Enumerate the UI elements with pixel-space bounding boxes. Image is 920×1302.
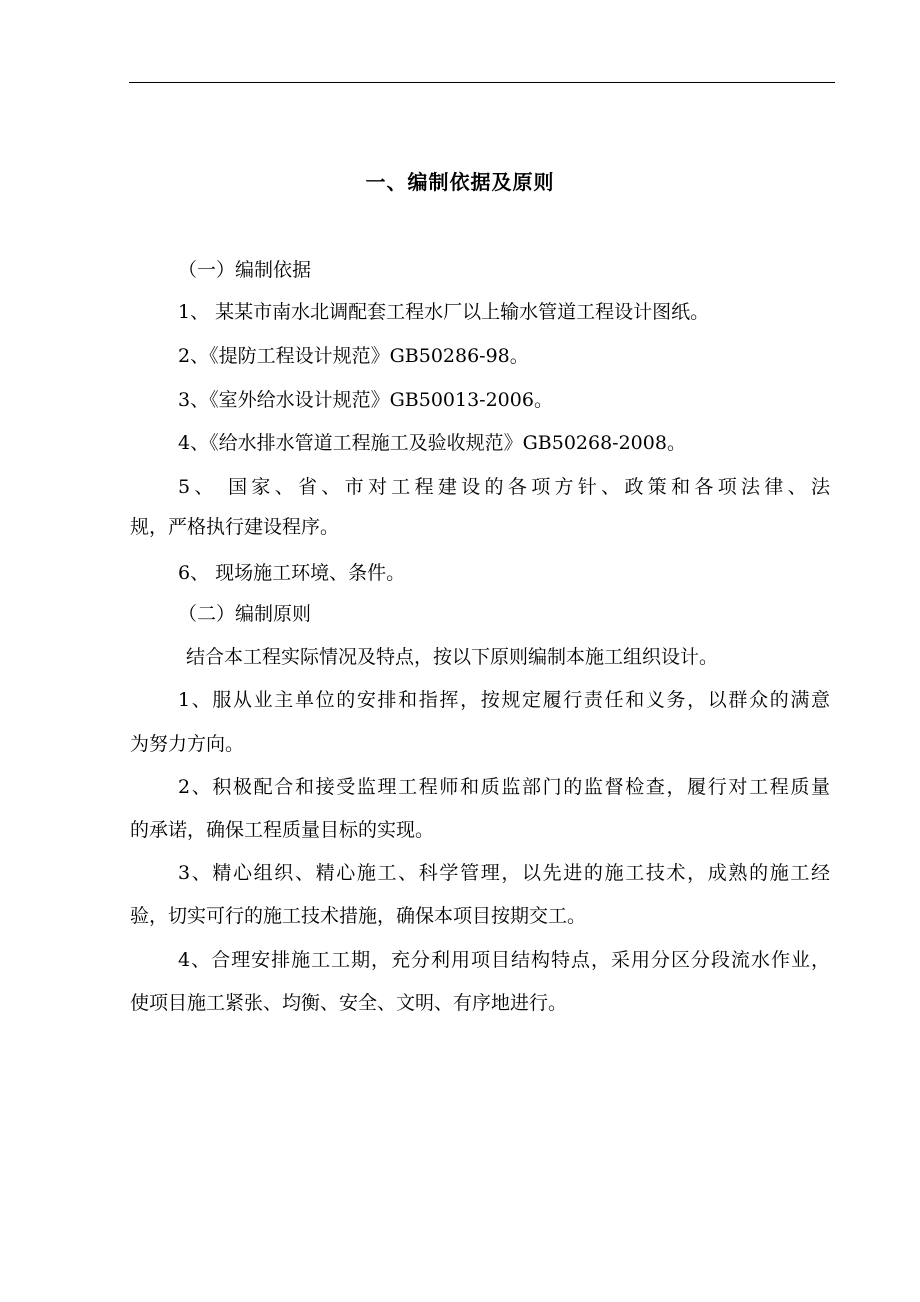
basis-item-5-line2: 规，严格执行建设程序。 [130, 516, 340, 538]
principle-3-line1: 3、精心组织、精心施工、科学管理，以先进的施工技术，成熟的施工经 [178, 862, 830, 884]
principle-2-line1: 2、积极配合和接受监理工程师和质监部门的监督检查，履行对工程质量 [178, 776, 830, 798]
basis-item-6: 6、 现场施工环境、条件。 [178, 562, 406, 584]
section-heading-principles: （二）编制原则 [178, 603, 312, 625]
principle-4-line1: 4、合理安排施工工期，充分利用项目结构特点，采用分区分段流水作业， [178, 949, 830, 971]
basis-item-1: 1、 某某市南水北调配套工程水厂以上输水管道工程设计图纸。 [178, 301, 710, 323]
basis-item-2: 2、《提防工程设计规范》GB50286-98。 [178, 345, 529, 367]
header-rule [129, 82, 835, 83]
principle-4-line2: 使项目施工紧张、均衡、安全、文明、有序地进行。 [130, 992, 568, 1014]
principle-1-line2: 为努力方向。 [130, 733, 245, 755]
principle-1-line1: 1、服从业主单位的安排和指挥，按规定履行责任和义务，以群众的满意 [178, 689, 830, 711]
basis-item-4: 4、《给水排水管道工程施工及验收规范》GB50268-2008。 [178, 432, 686, 454]
principle-2-line2: 的承诺，确保工程质量目标的实现。 [130, 819, 435, 841]
principles-intro: 结合本工程实际情况及特点，按以下原则编制本施工组织设计。 [186, 646, 719, 668]
basis-item-3: 3、《室外给水设计规范》GB50013-2006。 [178, 389, 553, 411]
section-heading-basis: （一）编制依据 [178, 259, 312, 281]
page-title: 一、编制依据及原则 [365, 170, 555, 194]
principle-3-line2: 验，切实可行的施工技术措施，确保本项目按期交工。 [130, 905, 587, 927]
basis-item-5-line1: 5、 国家、省、市对工程建设的各项方针、政策和各项法律、法 [178, 476, 830, 498]
